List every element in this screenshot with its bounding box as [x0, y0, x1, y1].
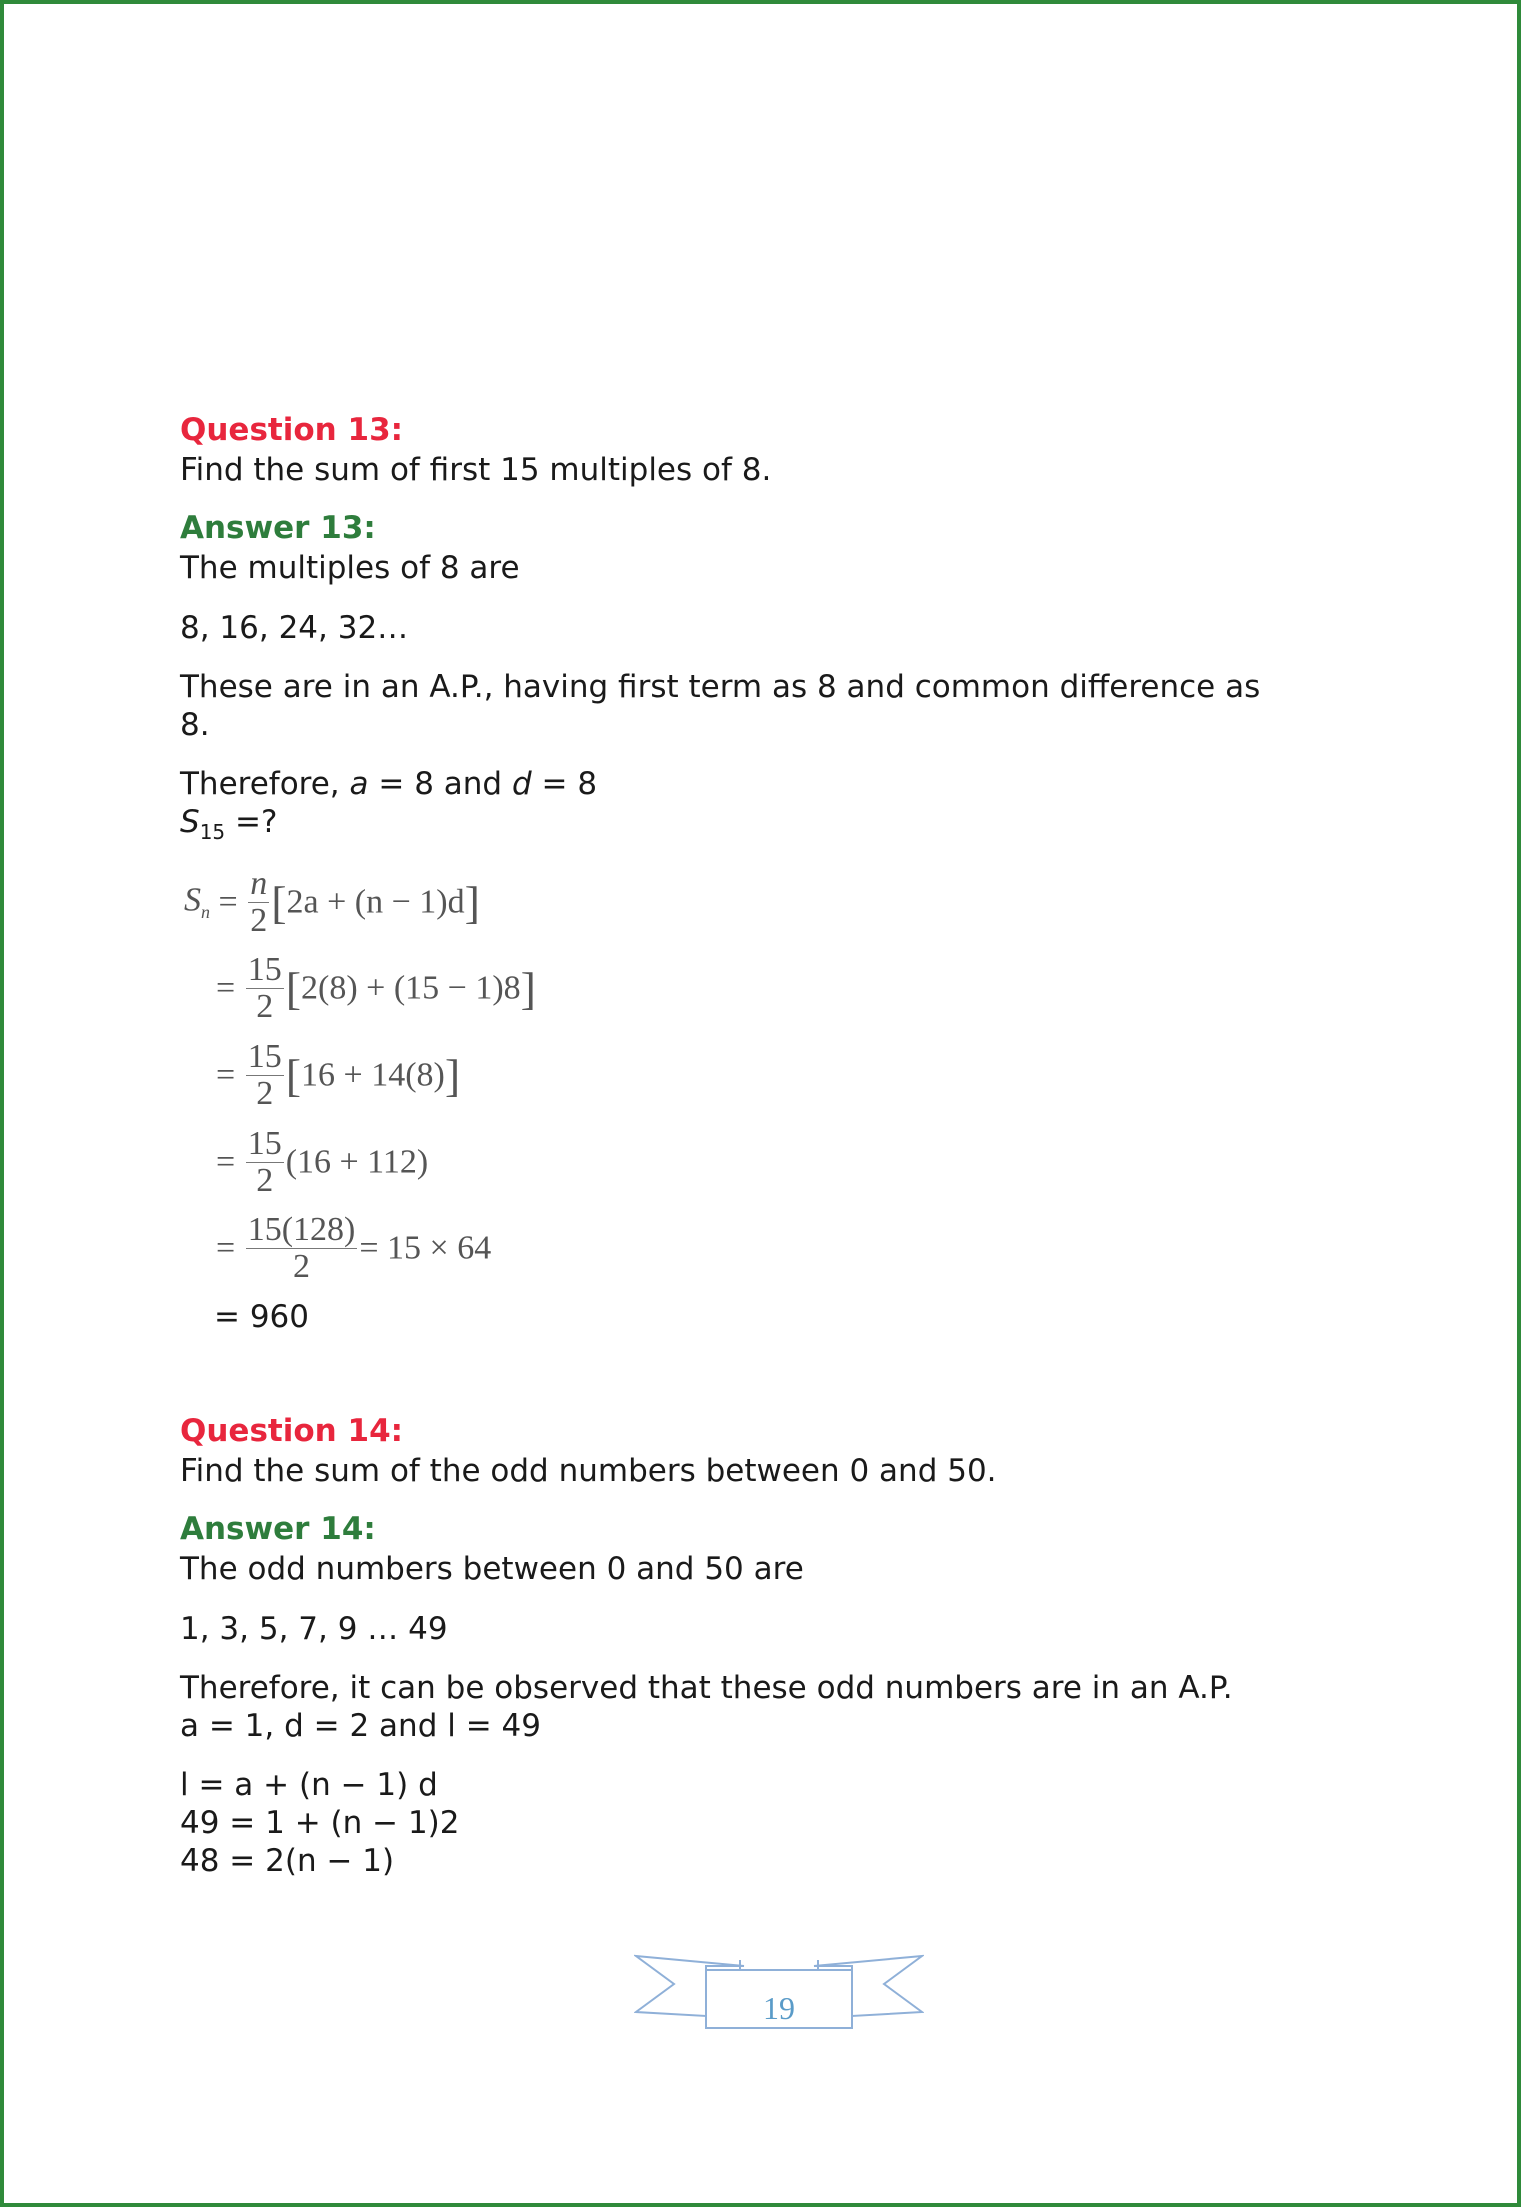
answer-13-s15 — [180, 804, 277, 844]
answer-14-step-2: 48 = 2(n − 1) — [180, 1843, 395, 1879]
given-mid: = 8 and — [368, 766, 512, 802]
answer-13-line-2: 8, 16, 24, 32… — [180, 610, 409, 646]
s-label: S — [180, 804, 200, 840]
fraction: $\frac{n}{2}$ — [250, 865, 268, 939]
math-eq: = — [218, 883, 238, 921]
answer-13-line-4: 8. — [180, 707, 210, 743]
math-body: = 15 × 64 — [359, 1229, 492, 1267]
page-number-ribbon — [634, 1952, 924, 2032]
page-number: 19 — [763, 1990, 795, 2026]
math-line-4: = $\frac{15}{2}$ (16 + 112) — [216, 1125, 429, 1199]
answer-14-line-3: Therefore, it can be observed that these odd numbers are in an A.P. — [180, 1670, 1233, 1706]
fraction: $\frac{15(128)}{2}$ — [247, 1211, 356, 1285]
math-line-3: = $\frac{15}{2}$ [16 + 14(8)] — [216, 1038, 461, 1112]
var-d: d — [511, 766, 532, 802]
answer-14-values: a = 1, d = 2 and l = 49 — [180, 1708, 541, 1744]
question-14-heading: Question 14: — [180, 1413, 404, 1449]
math-body: 16 + 14(8) — [301, 1056, 445, 1094]
var-a: a — [349, 766, 369, 802]
math-line-2: = $\frac{15}{2}$ [2(8) + (15 − 1)8] — [216, 951, 536, 1025]
fraction: $\frac{15}{2}$ — [247, 1038, 282, 1112]
math-line-5: = $\frac{15(128)}{2}$ = 15 × 64 — [216, 1211, 492, 1285]
given-prefix: Therefore, — [180, 766, 350, 802]
math-body: 2(8) + (15 − 1)8 — [301, 969, 521, 1007]
math-line-1: $S_n$ = $\frac{n}{2}$ [2a + (n − 1)d] — [184, 865, 480, 939]
answer-14-formula: l = a + (n − 1) d — [180, 1767, 438, 1803]
math-s: S — [184, 881, 201, 919]
fraction: $\frac{15}{2}$ — [247, 1125, 282, 1199]
answer-13-heading: Answer 13: — [180, 510, 376, 546]
answer-14-line-2: 1, 3, 5, 7, 9 … 49 — [180, 1611, 448, 1647]
given-end: = 8 — [531, 766, 598, 802]
math-sub-n: n — [201, 902, 210, 923]
question-14-text: Find the sum of the odd numbers between 0 and 50. — [180, 1453, 997, 1489]
question-13-heading: Question 13: — [180, 412, 404, 448]
answer-14-step-1: 49 = 1 + (n − 1)2 — [180, 1805, 460, 1841]
answer-14-heading: Answer 14: — [180, 1511, 376, 1547]
answer-13-line-1: The multiples of 8 are — [180, 550, 520, 586]
math-result: = 960 — [214, 1299, 309, 1335]
answer-13-line-3: These are in an A.P., having first term as 8 and common difference as — [180, 669, 1261, 705]
math-body: 2a + (n − 1)d — [286, 883, 465, 921]
s-subscript: 15 — [199, 820, 226, 845]
answer-13-given — [180, 766, 597, 802]
fraction: $\frac{15}{2}$ — [247, 951, 282, 1025]
question-13-text: Find the sum of first 15 multiples of 8. — [180, 452, 772, 488]
math-body: (16 + 112) — [285, 1143, 429, 1181]
s15-rest: =? — [225, 804, 278, 840]
answer-14-line-1: The odd numbers between 0 and 50 are — [180, 1551, 804, 1587]
